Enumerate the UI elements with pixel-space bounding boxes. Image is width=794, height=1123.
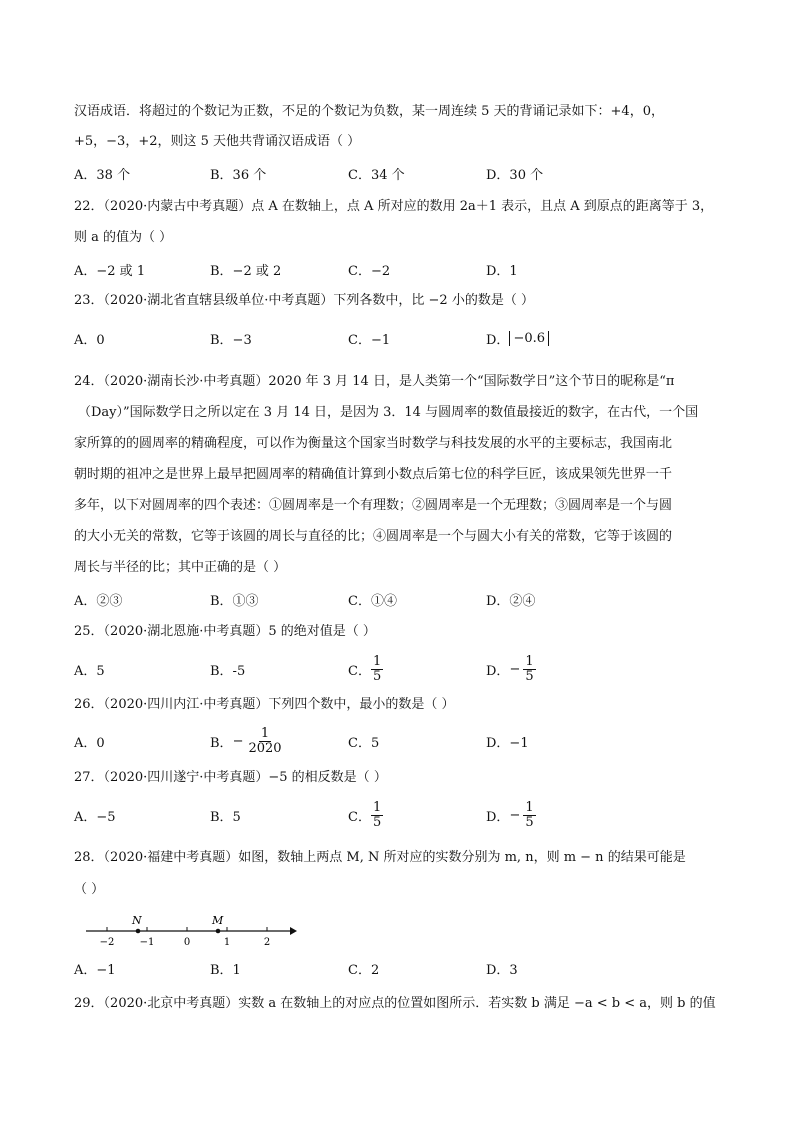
- option-c: [348, 652, 383, 686]
- option-c: C．2: [348, 962, 380, 978]
- option-d: D．1: [486, 263, 518, 279]
- option-b: B．1: [210, 962, 241, 978]
- option-a: A．38 个: [74, 167, 131, 183]
- option-d: D．30 个: [486, 167, 544, 183]
- fraction: [523, 801, 535, 830]
- question-21-text: 汉语成语．将超过的个数记为正数，不足的个数记为负数，某一周连续 5 天的背诵记录如下：+4，0，: [74, 104, 664, 119]
- option-b: B．−2 或 2: [210, 263, 282, 279]
- fraction-numerator: 1: [372, 653, 382, 669]
- question-21-text-2: +5，−3，+2，则这 5 天他共背诵汉语成语（ ）: [74, 134, 361, 149]
- number-line-figure: [84, 910, 298, 954]
- question-26-text: 26．（2020·四川内江·中考真题）下列四个数中，最小的数是（ ）: [74, 697, 455, 712]
- option-b-label: B．: [210, 735, 233, 751]
- absolute-value-expression: −0.6: [509, 331, 549, 346]
- question-29-text: 29．（2020·北京中考真题）实数 a 在数轴上的对应点的位置如图所示．若实数 b 满足 −a < b < a，则 b 的值: [74, 996, 716, 1011]
- option-d-label: D．: [486, 663, 510, 679]
- option-c-label: C．: [348, 809, 371, 825]
- question-24-text-4: 朝时期的祖冲之是世界上最早把圆周率的精确值计算到小数点后第七位的科学巨匠，该成果领先世界一千: [74, 467, 673, 482]
- tick-label: −1: [139, 937, 155, 948]
- option-a: A．0: [74, 332, 105, 348]
- option-a: A．−1: [74, 962, 116, 978]
- option-a: A．5: [74, 663, 105, 679]
- option-d-label: D．: [486, 809, 510, 825]
- option-a: A．②③: [74, 593, 123, 609]
- option-a: A．−5: [74, 809, 116, 825]
- question-24-options: [74, 586, 724, 612]
- option-b: B．①③: [210, 593, 259, 609]
- option-d: [486, 652, 536, 686]
- option-a: A．0: [74, 735, 105, 751]
- option-c: C．①④: [348, 593, 397, 609]
- option-d-label: D．: [486, 332, 510, 348]
- option-d: [486, 797, 536, 833]
- fraction: [246, 727, 283, 756]
- fraction-denominator: 2020: [248, 740, 282, 756]
- option-b: [210, 723, 284, 759]
- fraction-denominator: 5: [372, 668, 382, 684]
- tick-label: 2: [263, 937, 271, 948]
- option-c: C．−2: [348, 263, 391, 279]
- question-26-options: [74, 723, 724, 759]
- point-m-label: M: [212, 914, 224, 927]
- option-c-label: C．: [348, 663, 371, 679]
- point-n-label: N: [132, 914, 142, 927]
- question-28-options: [74, 955, 724, 981]
- question-27-options: [74, 797, 724, 833]
- question-28-text-2: （ ）: [74, 882, 105, 897]
- option-d: [486, 325, 549, 351]
- question-27-text: 27．（2020·四川遂宁·中考真题）−5 的相反数是（ ）: [74, 770, 387, 785]
- option-c: [348, 797, 383, 833]
- fraction-numerator: 1: [525, 799, 534, 815]
- tick-label: 1: [223, 937, 231, 948]
- fraction-denominator: 5: [372, 814, 382, 830]
- question-24-text-6: 的大小无关的常数，它等于该圆的周长与直径的比；④圆周率是一个与圆大小有关的常数，它等于该圆的: [74, 529, 673, 544]
- option-b: B．5: [210, 809, 241, 825]
- question-23-text: 23．（2020·湖北省直辖县级单位·中考真题）下列各数中，比 −2 小的数是（ ）: [74, 293, 534, 308]
- point-m: [216, 929, 221, 934]
- question-24-text-2: （Day）”国际数学日之所以定在 3 月 14 日，是因为 3．14 与圆周率的数值最接近的数字，在古代，一个国: [78, 405, 699, 420]
- option-c: C．5: [348, 735, 380, 751]
- option-c: C．34 个: [348, 167, 405, 183]
- fraction-denominator: 5: [525, 668, 534, 684]
- question-22-options: [74, 256, 724, 282]
- point-n: [136, 929, 141, 934]
- option-b: B．-5: [210, 663, 246, 679]
- fraction: [371, 655, 383, 684]
- question-22-text-2: 则 a 的值为（ ）: [74, 230, 173, 245]
- fraction-numerator: 1: [525, 653, 534, 669]
- minus-sign: −: [232, 733, 244, 749]
- question-21-options: [74, 160, 724, 186]
- question-23-options: [74, 325, 724, 351]
- minus-sign: −: [509, 807, 521, 823]
- question-24-text-3: 家所算的的圆周率的精确程度，可以作为衡量这个国家当时数学与科技发展的水平的主要标志，我国南北: [74, 436, 673, 451]
- option-c: C．−1: [348, 332, 391, 348]
- fraction-numerator: 1: [372, 799, 382, 815]
- question-24-text-7: 周长与半径的比；其中正确的是（ ）: [74, 560, 287, 575]
- fraction: [523, 655, 535, 684]
- question-25-options: [74, 652, 724, 686]
- question-24-text-5: 多年，以下对圆周率的四个表述：①圆周率是一个有理数；②圆周率是一个无理数；③圆周率是一个与圆: [74, 498, 673, 513]
- option-b: B．−3: [210, 332, 252, 348]
- option-d: D．②④: [486, 593, 536, 609]
- option-d: D．3: [486, 962, 518, 978]
- question-28-text: 28．（2020·福建中考真题）如图，数轴上两点 M, N 所对应的实数分别为 m, n，则 m − n 的结果可能是: [74, 850, 686, 865]
- option-d: D．−1: [486, 735, 529, 751]
- fraction: [371, 801, 383, 830]
- tick-label: −2: [99, 937, 115, 948]
- option-a: A．−2 或 1: [74, 263, 146, 279]
- option-b: B．36 个: [210, 167, 267, 183]
- question-25-text: 25．（2020·湖北恩施·中考真题）5 的绝对值是（ ）: [74, 624, 376, 639]
- fraction-numerator: 1: [260, 725, 270, 741]
- minus-sign: −: [509, 661, 521, 677]
- fraction-denominator: 5: [525, 814, 534, 830]
- tick-label: 0: [183, 937, 191, 948]
- arrow-head-icon: [290, 927, 297, 935]
- question-24-text: 24．（2020·湖南长沙·中考真题）2020 年 3 月 14 日，是人类第一个“国际数学日”这个节日的昵称是“π: [74, 374, 675, 389]
- question-22-text: 22．（2020·内蒙古中考真题）点 A 在数轴上，点 A 所对应的数用 2a＋1 表示，且点 A 到原点的距离等于 3，: [74, 199, 714, 214]
